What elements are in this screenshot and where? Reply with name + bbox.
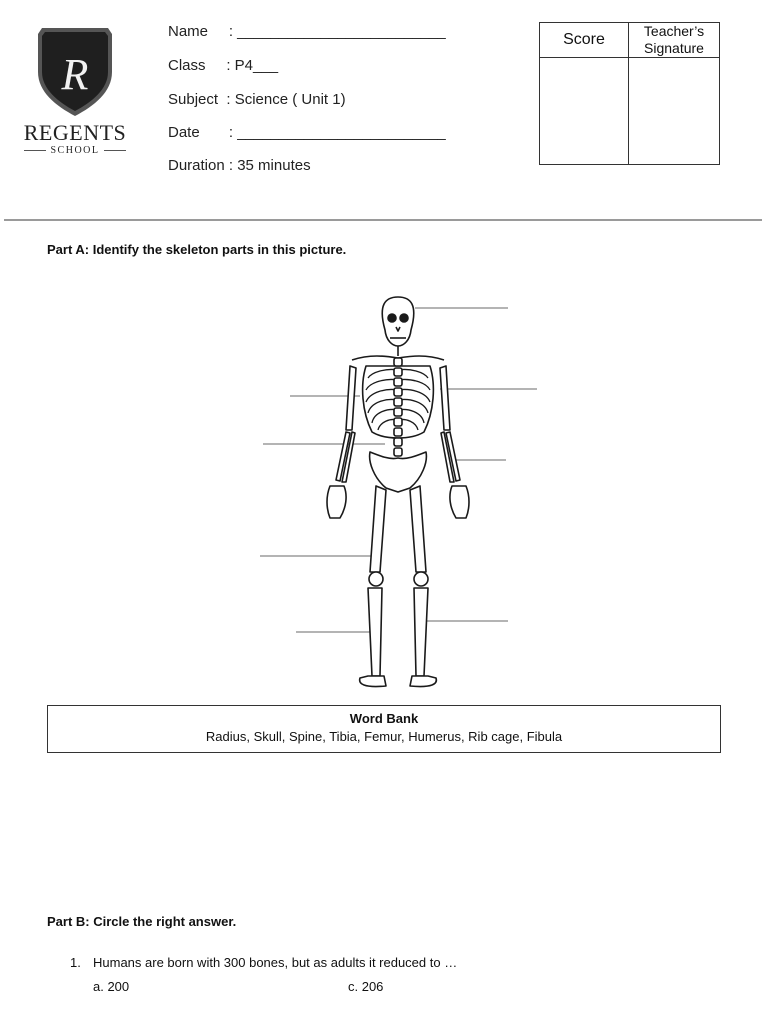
brand-subtitle: SCHOOL: [16, 145, 134, 156]
duration-field: Duration : 35 minutes: [168, 157, 311, 174]
signature-header-line1: Teacher’s: [643, 23, 705, 39]
hand-right: [450, 486, 469, 518]
score-header: Score: [563, 31, 605, 48]
date-field: Date : _________________________: [168, 124, 446, 141]
shield-logo-icon: [16, 26, 134, 118]
foot-right: [410, 676, 436, 687]
humerus-right: [440, 366, 450, 430]
femur-left: [370, 486, 386, 572]
femur-right: [410, 486, 426, 572]
score-table: [539, 22, 720, 165]
foot-left: [360, 676, 386, 687]
question-1-text: Humans are born with 300 bones, but as adults it reduced to …: [93, 955, 458, 970]
name-field: Name : _________________________: [168, 23, 446, 40]
subject-field: Subject : Science ( Unit 1): [168, 91, 346, 108]
word-bank: [47, 705, 721, 753]
humerus-left: [346, 366, 356, 430]
question-1-number: 1.: [70, 955, 81, 970]
word-bank-words: Radius, Skull, Spine, Tibia, Femur, Humerus, Rib cage, Fibula: [205, 729, 563, 744]
question-1-option-a[interactable]: a. 200: [93, 979, 130, 994]
signature-header: [629, 23, 719, 57]
school-logo: [16, 26, 134, 156]
skeleton-diagram: [255, 290, 555, 690]
logo-letter: R: [61, 50, 89, 99]
hand-left: [327, 486, 346, 518]
brand-name: REGENTS: [23, 120, 127, 145]
part-b-title: Part B: Circle the right answer.: [47, 914, 237, 929]
question-1-option-c[interactable]: c. 206: [348, 979, 384, 994]
tibia-left: [368, 588, 382, 676]
part-a-title: Part A: Identify the skeleton parts in this picture.: [47, 242, 347, 257]
header-divider: [4, 219, 762, 221]
knee-right: [414, 572, 428, 586]
knee-left: [369, 572, 383, 586]
tibia-right: [414, 588, 428, 676]
word-bank-title: Word Bank: [349, 711, 419, 726]
signature-header-line2: Signature: [644, 40, 704, 56]
class-field: Class : P4___: [168, 57, 279, 74]
